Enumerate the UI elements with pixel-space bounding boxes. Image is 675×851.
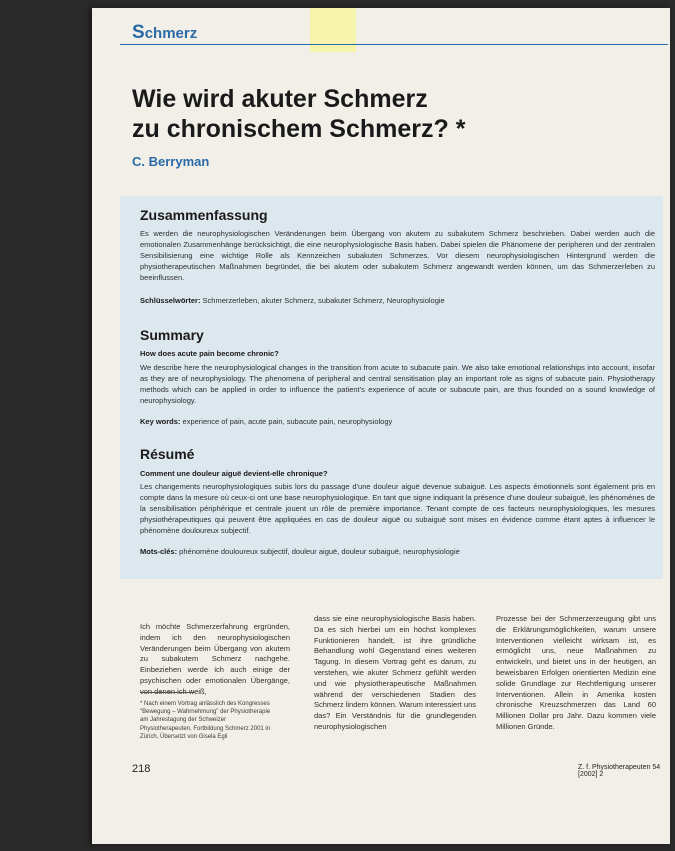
summary-text: We describe here the neurophysiological changes in the transition from acute to subacute pain. We also take emotional relationships into account, insofar as they are of neurophysiology. The phenomena of peripheral and central sensitisation play an important role as signs of subacute pain. Physiotherapy methods which can be applied in order to influence the patient's experience of acute or subacute pain, are thus founded on a sound knowledge of neurophysiology.	[140, 363, 655, 405]
keywords-text: experience of pain, acute pain, subacute pain, neurophysiology	[180, 417, 393, 426]
zusammenfassung-keywords	[140, 295, 655, 306]
body-column-2: dass sie eine neurophysiologische Basis haben. Da es sich hierbei um ein höchst komplexes Funktionieren handelt, ist ihre gründliche Behandlung wohl Gegenstand eines weiteren Tagung. In diesem Vortrag geht es darum, zu verstehen, wie akuter Schmerz gefühlt werden und wie physiotherapeutische Maßnahmen während der verschiedenen Stadien des Schmerz lindern können. Warum interessiert uns das? Ein Verständnis für die grundlegenden neurophysiologischen	[314, 614, 476, 731]
resume-keywords	[140, 546, 655, 557]
zusammenfassung-text: Es werden die neurophysiologischen Veränderungen beim Übergang von akutem zu subakutem Schmerz beschrieben. Dabei werden auch die emotionalen Zusammenhänge berücksichtigt, die eine neurophysiologische Basis haben. Dabei spielen die Phänomene der peripheren und der zentralen Sensibilisierung eine wichtige Rolle als Kennzeichen subakuten Schmerzes. Vor diesem neurophysiologischen Hintergrund werden die physiotherapeutischen Maßnahmen begründet, die bei akutem oder subakutem Schmerz angewandt werden können, um das Schmerzerleben zu beeinflussen.	[140, 229, 655, 282]
keywords-label: Key words:	[140, 417, 181, 426]
keywords-text: Schmerzerleben, akuter Schmerz, subakuter Schmerz, Neurophysiologie	[200, 296, 445, 305]
footnote: * Nach einem Vortrag anlässlich des Kongresses "Bewegung – Wahrnehmung" der Physiotherapie am Jahrestagung der Schweizer Physiotherapeuten, Fortbildung Schmerz 2001 in Zürich, Übersetzt von Gisela Egli	[140, 701, 271, 740]
section-initial: S	[132, 22, 145, 43]
summary-keywords	[140, 416, 655, 427]
zusammenfassung-heading: Zusammenfassung	[140, 207, 268, 223]
keywords-text: phénomène douloureux subjectif, douleur aiguë, douleur subaiguë, neurophysiologie	[177, 547, 460, 556]
section-header-bar	[120, 14, 668, 45]
resume-subtitle: Comment une douleur aiguë devient-elle chronique?	[140, 469, 328, 478]
keywords-label: Mots-clés:	[140, 547, 178, 556]
body-column-1: Ich möchte Schmerzerfahrung ergründen, indem ich den neurophysiologischen Veränderungen beim Übergang von akutem zu subakutem Schmerz nachgehe. Einbeziehen werde ich auch einige der psychischen oder emotionalen Übergänge, von denen ich weiß,	[140, 622, 290, 696]
section-label	[132, 22, 197, 44]
title-line-1: Wie wird akuter Schmerz	[132, 85, 428, 113]
article-title	[132, 84, 552, 144]
body-column-3: Prozesse bei der Schmerzerzeugung gibt uns die Erklärungsmöglichkeiten, warum unsere Interventionen vielleicht wirksam ist, es ermöglicht uns, neue Maßnahmen zu entwickeln, und bietet uns in der heutigen, an beweisbaren Erfolgen orientierten Medizin eine solide Grundlage zur Rechtfertigung unserer Interventionen. Allein in Amerika kosten chronische Kreuzschmerzen das Land 60 Millionen Dollar pro Jahr. Dazu kommen viele Millionen Gründe.	[496, 614, 656, 731]
title-line-2: zu chronischem Schmerz? *	[132, 115, 466, 143]
journal-reference: Z. f. Physiotherapeuten 54 [2002] 2	[578, 764, 661, 778]
section-rest: chmerz	[144, 25, 198, 42]
summary-subtitle: How does acute pain become chronic?	[140, 349, 279, 358]
resume-heading: Résumé	[140, 446, 195, 462]
keywords-label: Schlüsselwörter:	[140, 296, 201, 305]
resume-text: Les changements neurophysiologiques subis lors du passage d'une douleur aiguë devenue subaiguë. Les aspects émotionnels sont également pris en compte dans la mesure où ceux-ci ont une base neurophysiologique. En tant que signe indiquant la présence d'une douleur subaiguë, les phénomènes de la sensibilisation périphérique et centrale jouent un rôle de première importance. Tenant compte de ces facteurs neurophysiologiques, les mesures physiothérapeutiques qui peuvent être appliquées en cas de douleur aiguë ou subaiguë sont mises en évidence comme étant aptes à influencer le phénomène douloureux subjectif.	[140, 482, 655, 535]
footnote-rule	[140, 692, 195, 693]
summary-heading: Summary	[140, 327, 204, 343]
page-number: 218	[132, 763, 151, 775]
author: C. Berryman	[132, 154, 210, 169]
